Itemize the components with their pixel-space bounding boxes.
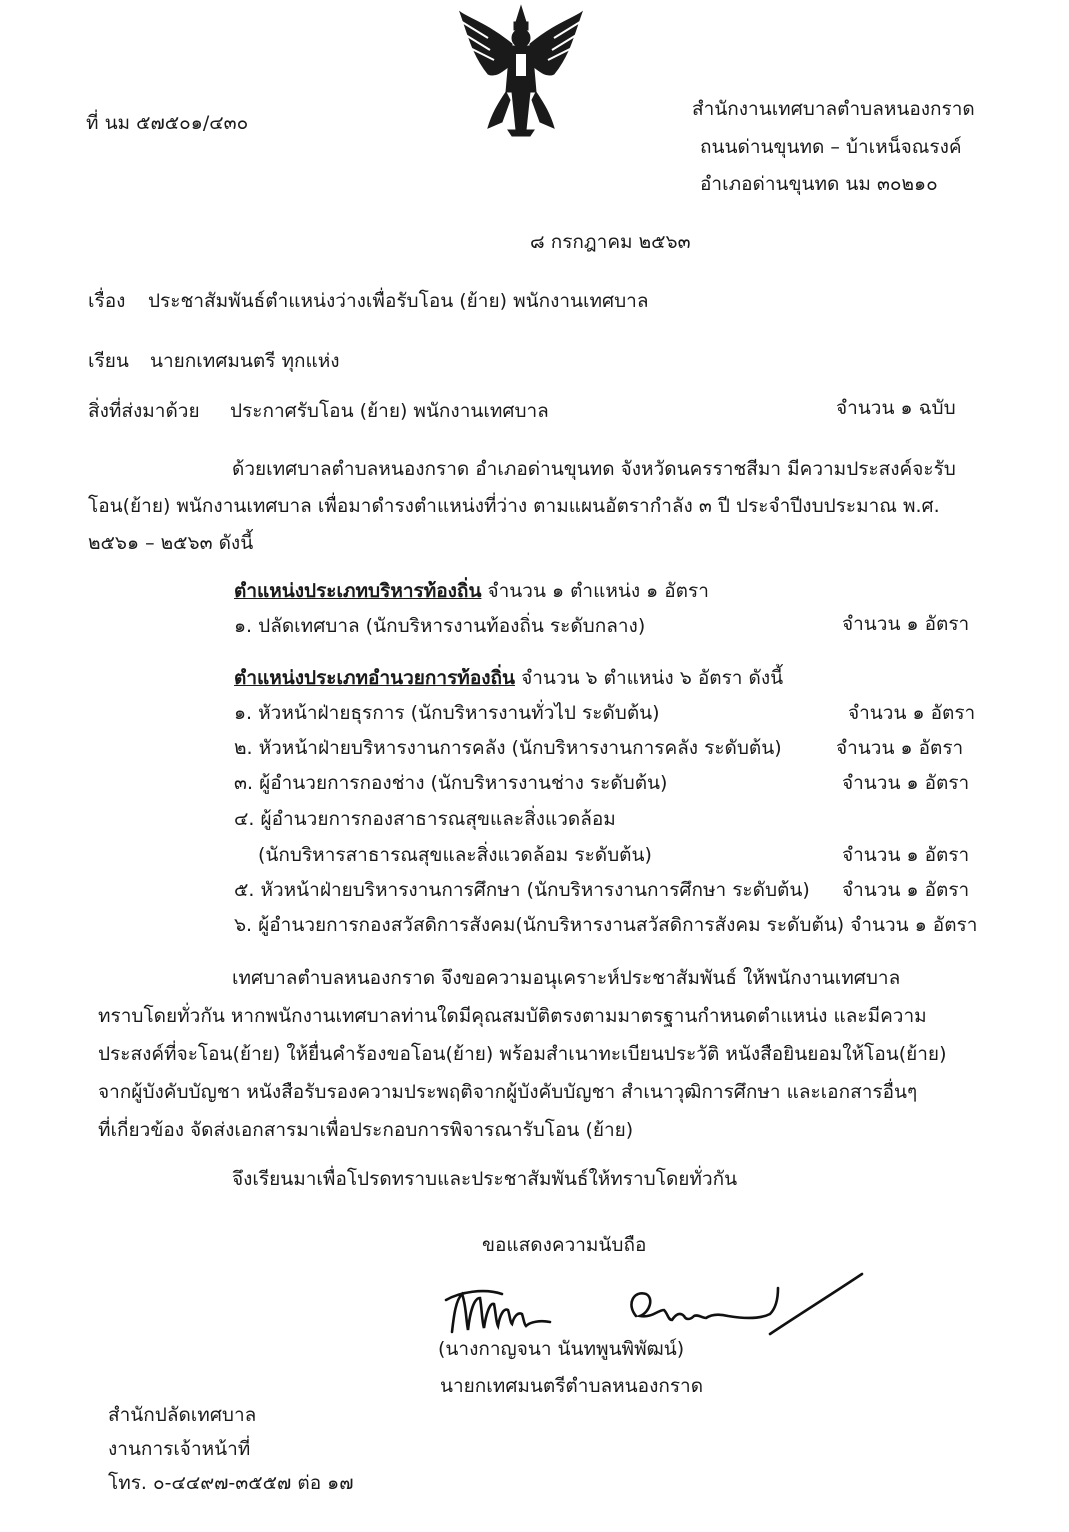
intro-line-2: โอน(ย้าย) พนักงานเทศบาล เพื่อมาดำรงตำแหน่งที่ว่าง ตามแผนอัตรากำลัง ๓ ปี ประจำปีงบประมาณ พ.ศ. bbox=[88, 495, 940, 517]
recipient-text: นายกเทศมนตรี ทุกแห่ง bbox=[150, 350, 340, 372]
body-line-1: เทศบาลตำบลหนองกราด จึงขอความอนุเคราะห์ประชาสัมพันธ์ ให้พนักงานเทศบาล bbox=[232, 967, 901, 989]
group2-item-1-count: จำนวน ๑ อัตรา bbox=[848, 702, 976, 724]
group2-item-4: ๔. ผู้อำนวยการกองสาธารณสุขและสิ่งแวดล้อม bbox=[234, 808, 616, 830]
body-line-2: ทราบโดยทั่วกัน หากพนักงานเทศบาลท่านใดมีคุณสมบัติตรงตามมาตรฐานกำหนดตำแหน่ง และมีความ bbox=[98, 1005, 927, 1027]
group2-item-1: ๑. หัวหน้าฝ่ายธุรการ (นักบริหารงานทั่วไป ระดับต้น) bbox=[234, 702, 660, 724]
enclosure-text: ประกาศรับโอน (ย้าย) พนักงานเทศบาล bbox=[230, 400, 549, 422]
reference-number: ที่ นม ๕๗๕๐๑/๔๓๐ bbox=[86, 112, 249, 134]
office-name: สำนักงานเทศบาลตำบลหนองกราด bbox=[692, 98, 975, 120]
group1-heading: ตำแหน่งประเภทบริหารท้องถิ่น bbox=[234, 580, 482, 602]
office-road: ถนนด่านขุนทด – บ้าเหน็จณรงค์ bbox=[700, 136, 962, 158]
group2-item-2-count: จำนวน ๑ อัตรา bbox=[836, 737, 964, 759]
enclosure-count: จำนวน ๑ ฉบับ bbox=[836, 397, 956, 419]
recipient-label: เรียน bbox=[88, 350, 129, 372]
body-line-4: จากผู้บังคับบัญชา หนังสือรับรองความประพฤติจากผู้บังคับบัญชา สำเนาวุฒิการศึกษา และเอกสารอื่นๆ bbox=[98, 1081, 918, 1103]
group1-item-1: ๑. ปลัดเทศบาล (นักบริหารงานท้องถิ่น ระดับกลาง) bbox=[234, 615, 646, 637]
office-district: อำเภอด่านขุนทด นม ๓๐๒๑๐ bbox=[700, 173, 938, 195]
signer-title: นายกเทศมนตรีตำบลหนองกราด bbox=[440, 1375, 704, 1397]
intro-line-1: ด้วยเทศบาลตำบลหนองกราด อำเภอด่านขุนทด จังหวัดนครราชสีมา มีความประสงค์จะรับ bbox=[232, 458, 956, 480]
group2-heading: ตำแหน่งประเภทอำนวยการท้องถิ่น bbox=[234, 667, 516, 689]
group2-item-3-count: จำนวน ๑ อัตรา bbox=[842, 772, 970, 794]
group1-heading-suffix: จำนวน ๑ ตำแหน่ง ๑ อัตรา bbox=[487, 580, 709, 602]
subject-label: เรื่อง bbox=[88, 290, 126, 312]
group2-item-5: ๕. หัวหน้าฝ่ายบริหารงานการศึกษา (นักบริหารงานการศึกษา ระดับต้น) bbox=[234, 879, 810, 901]
group1-heading-line bbox=[234, 580, 709, 603]
group2-item-2: ๒. หัวหน้าฝ่ายบริหารงานการคลัง (นักบริหารงานการคลัง ระดับต้น) bbox=[234, 737, 782, 759]
footer-phone: โทร. ๐-๔๔๙๗-๓๕๕๗ ต่อ ๑๗ bbox=[108, 1472, 354, 1494]
group2-heading-suffix: จำนวน ๖ ตำแหน่ง ๖ อัตรา ดังนี้ bbox=[521, 667, 784, 689]
signer-name: (นางกาญจนา นันทพูนพิพัฒน์) bbox=[438, 1338, 685, 1360]
closing-regards: ขอแสดงความนับถือ bbox=[482, 1234, 647, 1256]
letter-date: ๘ กรกฎาคม ๒๕๖๓ bbox=[530, 231, 691, 253]
group2-heading-line bbox=[234, 667, 783, 690]
group1-item-1-count: จำนวน ๑ อัตรา bbox=[842, 613, 970, 635]
footer-department: สำนักปลัดเทศบาล bbox=[108, 1404, 257, 1426]
group2-item-4-detail: (นักบริหารสาธารณสุขและสิ่งแวดล้อม ระดับต้น) bbox=[258, 844, 652, 866]
garuda-emblem-icon bbox=[458, 4, 584, 138]
group2-item-6: ๖. ผู้อำนวยการกองสวัสดิการสังคม(นักบริหารงานสวัสดิการสังคม ระดับต้น) จำนวน ๑ อัตรา bbox=[234, 914, 978, 936]
group2-item-3: ๓. ผู้อำนวยการกองช่าง (นักบริหารงานช่าง ระดับต้น) bbox=[234, 772, 668, 794]
subject-text: ประชาสัมพันธ์ตำแหน่งว่างเพื่อรับโอน (ย้าย) พนักงานเทศบาล bbox=[148, 290, 649, 312]
intro-line-3: ๒๕๖๑ – ๒๕๖๓ ดังนี้ bbox=[88, 532, 254, 554]
body-line-3: ประสงค์ที่จะโอน(ย้าย) ให้ยื่นคำร้องขอโอน(ย้าย) พร้อมสำเนาทะเบียนประวัติ หนังสือยินยอมให้โอน(ย้าย) bbox=[98, 1043, 947, 1065]
enclosure-label: สิ่งที่ส่งมาด้วย bbox=[88, 400, 200, 422]
footer-section: งานการเจ้าหน้าที่ bbox=[108, 1438, 251, 1460]
body-line-5: ที่เกี่ยวข้อง จัดส่งเอกสารมาเพื่อประกอบการพิจารณารับโอน (ย้าย) bbox=[98, 1119, 634, 1141]
closing-request: จึงเรียนมาเพื่อโปรดทราบและประชาสัมพันธ์ให้ทราบโดยทั่วกัน bbox=[232, 1168, 738, 1190]
group2-item-4-count: จำนวน ๑ อัตรา bbox=[842, 844, 970, 866]
group2-item-5-count: จำนวน ๑ อัตรา bbox=[842, 879, 970, 901]
